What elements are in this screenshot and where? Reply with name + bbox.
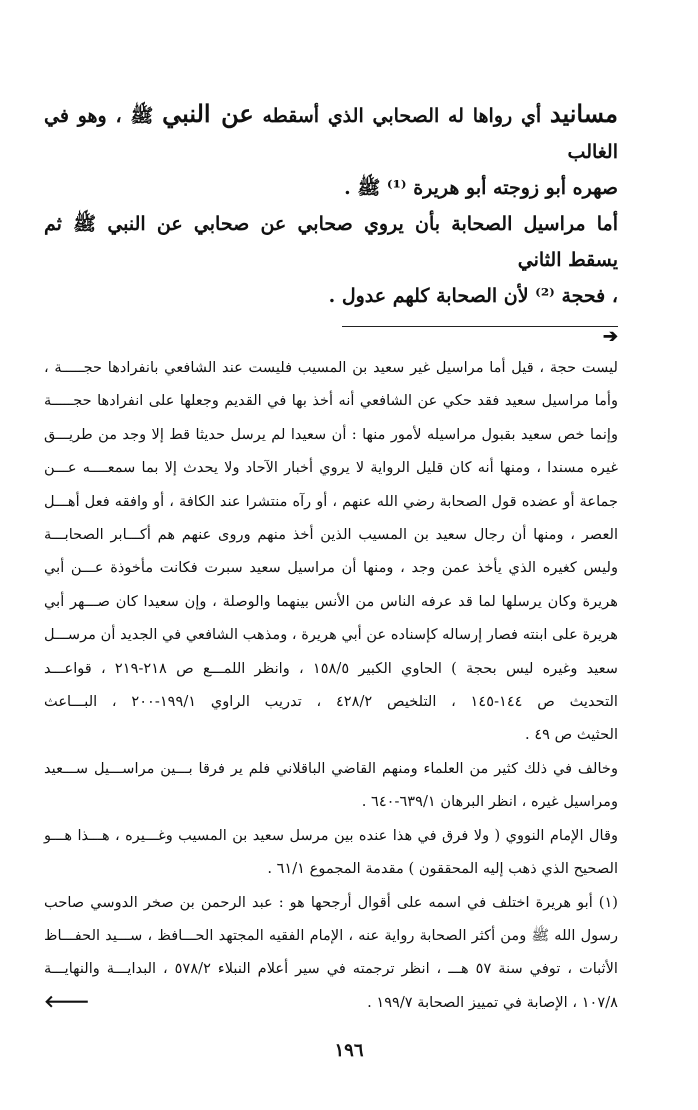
footnote-line: الحثيث ص ٤٩ . (525, 726, 618, 744)
main-line-3: أما مراسيل الصحابة بأن يروي صحابي عن صحابي عن النبي ﷺ ثم يسقط الثاني (44, 213, 618, 271)
footnote-line: هريرة وكان يرسلها لما قد عرفه الناس من الأنس بينهما والوصلة ، وإن سعيدا كان صـــهر أبي (44, 592, 618, 610)
footnotes (44, 351, 618, 1019)
footnote-line: وإنما خص سعيد بقبول مراسيله لأمور منها : أن سعيدا لم يرسل حديثا قط إلا وجد من طريـــق (44, 425, 618, 443)
footnote-line: سعيد وغيره ليس بحجة ) الحاوي الكبير ١٥٨/٥ ، وانظر اللمـــع ص ٢١٨-٢١٩ ، قواعـــد (44, 659, 618, 677)
footnote-line: (١) أبو هريرة اختلف في اسمه على أقوال أرجحها هو : عبد الرحمن بن صخر الدوسي صاحب (44, 893, 618, 911)
continuation-row (44, 327, 618, 351)
footnote-line: وليس كغيره الذي يأخذ عمن وجد ، ومنها أن مراسيل سعيد سبرت فكانت مأخوذة عـــن أبي (44, 559, 618, 577)
term-an-nabi: عن النبي (162, 99, 254, 128)
footnote-line: الصحيح الذي ذهب إليه المحققون ) مقدمة المجموع ٦١/١ . (267, 860, 618, 878)
main-line-2: صهره أبو زوجته أبو هريرة ⁽¹⁾ ﷺ . (344, 177, 618, 199)
main-text (44, 96, 618, 314)
footnote-line: وقال الإمام النووي ( ولا فرق في هذا عنده بين مرسل سعيد بن المسيب وغـــيره ، هـــذا هـــو (44, 826, 618, 844)
footnote-line: رسول الله ﷺ ومن أكثر الصحابة رواية عنه ، الإمام الفقيه المجتهد الحـــافظ ، ســـيد الحفـــاظ (44, 926, 618, 944)
main-line-4: ، فحجة ⁽²⁾ لأن الصحابة كلهم عدول . (328, 285, 618, 307)
footnote-line-last (44, 986, 618, 1019)
footnote-line: وخالف في ذلك كثير من العلماء ومنهم القاضي الباقلاني فلم ير فرقا بـــين مراســـيل ســـعيد (44, 759, 618, 777)
continuation-arrow-icon: ➔ (602, 326, 618, 347)
footnote-line: هريرة على ابنته فصار إرساله كإسناده عن أبي هريرة ، ومذهب الشافعي في الجديد أن مرســـل (44, 626, 618, 644)
main-line-1 (44, 96, 618, 170)
main-line-1a: أي رواها له الصحابي الذي أسقطه (253, 105, 550, 127)
footnote-line-text: ١٠٧/٨ ، الإصابة في تمييز الصحابة ١٩٩/٧ . (367, 993, 618, 1011)
footnote-line: ليست حجة ، قيل أما مراسيل غير سعيد بن المسيب فليست عند الشافعي بانفرادها حجـــــة ، (44, 359, 618, 376)
footnote-line: جماعة أو عضده قول الصحابة رضي الله عنهم ، أو رآه منتشرا عند الكافة ، أو وافقه فعل أهـــل (44, 492, 618, 510)
footnote-line: ومراسيل غيره ، انظر البرهان ٦٣٩/١-٦٤٠ . (361, 793, 618, 811)
page-content (44, 96, 618, 1019)
footnote-line: غيره مسندا ، ومنها أنه كان قليل الرواية لا يروي أخبار الآحاد ولا يحدث إلا بما سمعــــه عـــن (44, 459, 618, 477)
footnote-line: التحديث ص ١٤٤-١٤٥ ، التلخيص ٤٢٨/٢ ، تدريب الراوي ١٩٩/١-٢٠٠ ، البـــاعث (44, 693, 618, 711)
next-page-arrow-icon: 🡐 (44, 991, 90, 1012)
footnote-line: وأما مراسيل سعيد فقد حكي عن الشافعي أنه أخذ بها في القديم وجعلها على انفرادها حجـــــة (44, 392, 618, 410)
footnote-line: العصر ، ومنها أن رجال سعيد بن المسيب الذين أخذ منهم وروى عنهم هم أكـــابر الصحابـــة (44, 526, 618, 544)
page-number: ١٩٦ (334, 1040, 364, 1061)
term-masanid: مسانيد (549, 99, 618, 128)
main-line-1c: ﷺ ، وهو في الغالب (44, 105, 618, 163)
footnote-line: الأثبات ، توفي سنة ٥٧ هـــ ، انظر ترجمته في سير أعلام النبلاء ٥٧٨/٢ ، البدايـــة والنهايـــة (44, 960, 618, 978)
